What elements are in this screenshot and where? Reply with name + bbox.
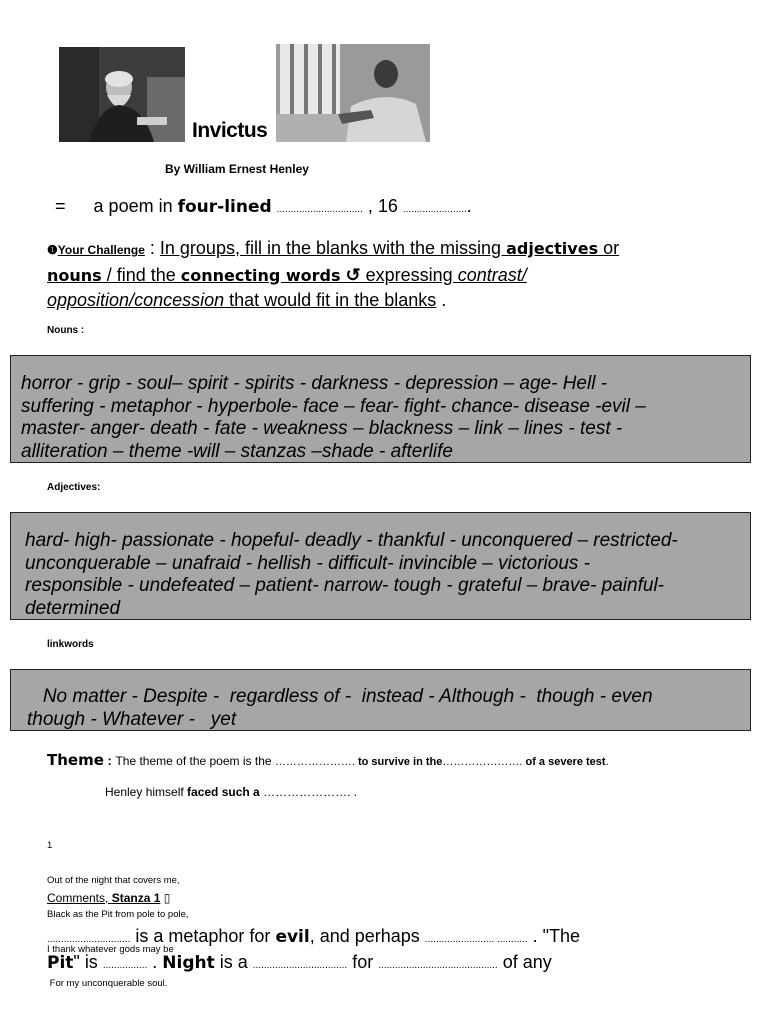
blank-dots: ........................................... [378,960,498,971]
fill-text: " is [73,952,103,972]
intro-end: . [466,196,472,216]
fill-text: for [347,952,379,972]
challenge-opposition: opposition/concession [47,290,225,310]
placeholder-box-icon: ▯ [163,891,171,905]
comments-label: Comments, [47,891,112,905]
stanza-line: I thank whatever gods may be [47,943,174,955]
stanza-line: Out of the night that covers me, [47,874,180,886]
theme-bold-survive: to survive in the [354,756,443,768]
nouns-line: master- anger- death - fate - weakness – blackness – link – lines - test - [21,418,623,439]
stanza-line: Black as the Pit from pole to pole, [47,909,189,920]
adjectives-box [10,512,751,620]
keyword-nouns: nouns [47,265,102,285]
intro-bold-four-lined: four-lined [177,197,272,217]
keyword-connecting-words: connecting words [180,265,341,285]
challenge-end: . [436,290,447,310]
stanza-number: 1 [47,840,53,851]
fill-in-paragraph [47,925,757,977]
fill-bold-evil: evil [275,927,310,947]
challenge-text: that would fit in the blanks [224,290,437,310]
blank-dots: ......................... ........... [424,934,528,945]
fill-bold-night: Night [162,953,215,973]
blank-dots: .................................. [252,960,348,971]
poem-title: Invictus [192,119,268,142]
intro-line [55,196,472,217]
nouns-line: horror - grip - soul– spirit - spirits - darkness - depression – age- Hell - [21,373,608,394]
linkwords-box [10,669,751,731]
fill-text: of any [497,952,552,972]
adjectives-line: determined [25,597,121,619]
theme-line [47,751,609,769]
fill-text: , and perhaps [309,926,425,946]
challenge-line-3 [47,288,747,313]
linkwords-label: linkwords [47,639,94,650]
challenge-text: expressing [365,264,458,285]
fill-line-1 [47,925,757,951]
byline: By William Ernest Henley [165,162,309,176]
adjectives-line: unconquerable – unafraid - hellish - difficult- invincible – victorious - [25,552,591,574]
comments-stanza: Stanza 1 [111,891,161,905]
fill-text: . [147,952,163,972]
nouns-line: suffering - metaphor - hyperbole- face – fear- fight- chance- disease -evil – [21,395,646,417]
bullet-one-icon: ❶ [47,243,58,257]
henley-end: . [350,785,358,799]
fill-bold-pit: Pit [47,953,74,973]
challenge-colon: : [144,238,160,258]
blank-dots: ....................... [402,204,467,215]
challenge-line-2 [47,263,747,289]
challenge-text: or [598,238,620,258]
blank-dots: ............................... [276,204,363,215]
blank-dots: …………………. [259,785,351,799]
nouns-box [10,355,751,463]
challenge-text: In groups, fill in the blanks with the missing [159,238,507,258]
comments-line [47,891,170,905]
stanza-line: For my unconquerable soul. [47,978,168,989]
adjectives-label: Adjectives: [47,482,101,493]
adjectives-line: responsible - undefeated – patient- narrow- tough - grateful – brave- painful- [25,575,664,596]
henley-line [105,785,357,799]
nouns-label: Nouns : [47,325,85,336]
blank-dots: ................ [102,960,148,971]
mandela-photo-image [276,44,430,142]
blank-dots: .............................. [47,934,131,945]
mandela-photo-graphic [276,44,430,142]
henley-text: Henley himself [105,785,188,799]
intro-text: a poem in [93,196,178,216]
henley-bold: faced such a [187,785,260,799]
challenge-block [47,236,747,313]
adjectives-line: hard- high- passionate - hopeful- deadly - thankful - unconquered – restricted- [25,530,678,551]
theme-bold-test: of a severe test [522,756,606,768]
theme-label: Theme [47,751,104,769]
fill-text: is a [214,952,253,972]
theme-colon: : [103,753,116,768]
fill-text: . "The [527,926,581,946]
challenge-contrast: contrast/ [457,264,527,285]
henley-portrait-image [59,47,185,142]
challenge-label: Your Challenge [57,243,145,257]
linkwords-line: No matter - Despite - regardless of - instead - Although - though - even [27,686,653,707]
theme-text: The theme of the poem is the [115,754,275,768]
fill-text: is a metaphor for [130,926,276,946]
fill-line-2 [47,951,757,977]
equals-sign: = [55,196,66,216]
blank-dots: …………………. [274,756,355,768]
nouns-line: alliteration – theme -will – stanzas –shade - afterlife [21,440,453,462]
challenge-text: / find the [101,264,181,285]
theme-end: . [605,756,609,768]
linkwords-line: though - Whatever - yet [27,708,237,730]
keyword-adjectives: adjectives [506,239,599,258]
henley-portrait-graphic [59,47,185,142]
loop-arrow-icon: ↺ [340,264,366,285]
blank-dots: …………………. [442,756,523,768]
intro-text-16: , 16 [362,196,403,216]
challenge-line-1 [47,236,747,263]
